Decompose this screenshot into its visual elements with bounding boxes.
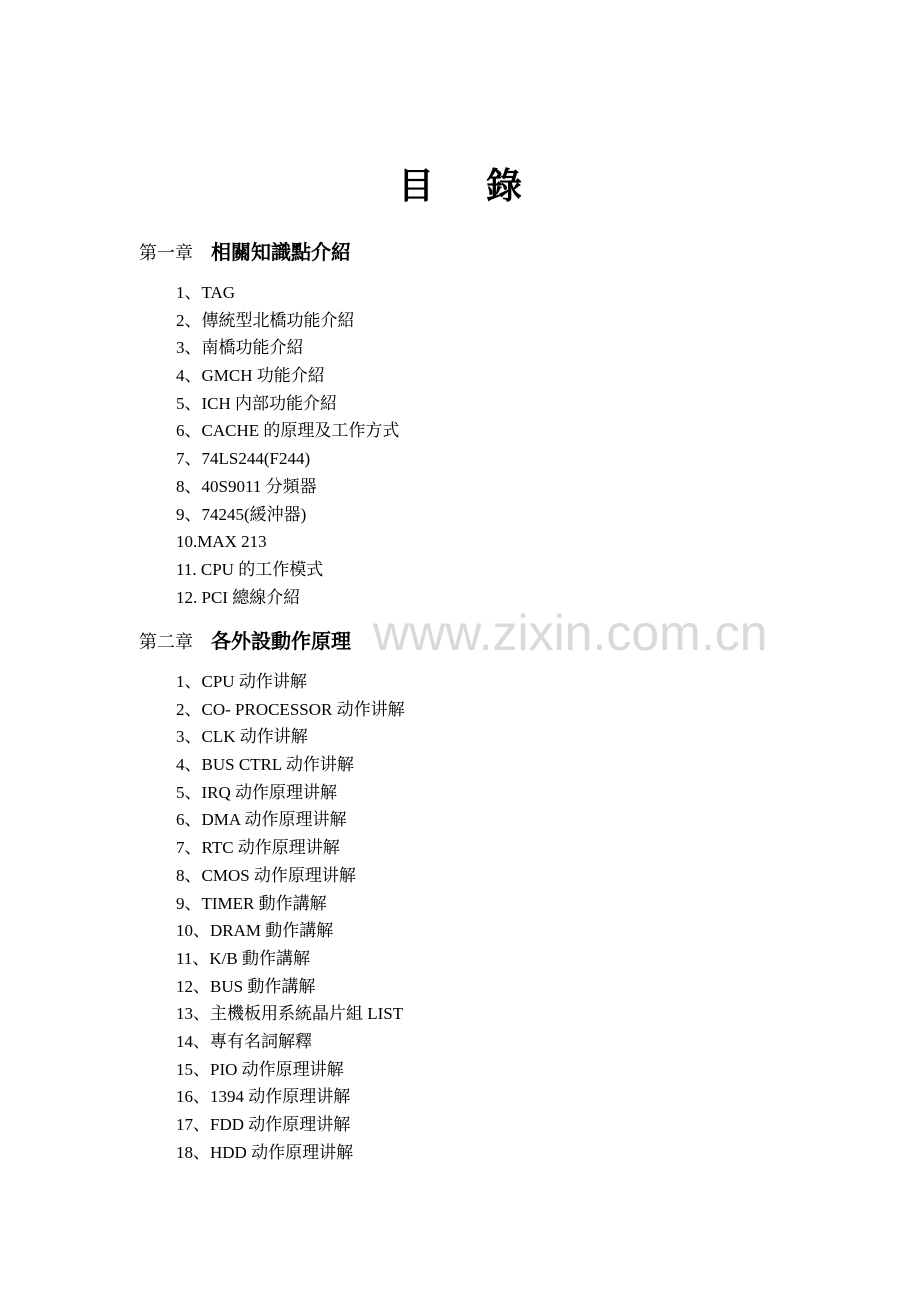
toc-item[interactable]: 6、CACHE 的原理及工作方式: [176, 421, 400, 441]
toc-item[interactable]: 7、74LS244(F244): [176, 449, 311, 469]
toc-item[interactable]: 10、DRAM 動作講解: [176, 921, 334, 941]
chapter-number: 第一章: [139, 243, 193, 263]
title-char-1: 目: [397, 166, 434, 207]
toc-item[interactable]: 11、K/B 動作講解: [176, 948, 310, 968]
toc-item[interactable]: 3、CLK 动作讲解: [176, 727, 308, 747]
toc-item[interactable]: 8、40S9011 分頻器: [176, 476, 317, 496]
toc-item[interactable]: 4、BUS CTRL 动作讲解: [176, 755, 354, 775]
toc-item[interactable]: 14、專有名詞解釋: [176, 1031, 312, 1051]
chapter-1-heading: [139, 236, 351, 265]
chapter-2-list: [176, 668, 405, 1166]
toc-item[interactable]: 2、CO- PROCESSOR 动作讲解: [176, 699, 405, 719]
chapter-name: 各外設動作原理: [211, 629, 351, 653]
chapter-name: 相關知識點介紹: [211, 240, 351, 264]
toc-item[interactable]: 5、IRQ 动作原理讲解: [176, 782, 338, 802]
toc-item[interactable]: 12. PCI 總線介紹: [176, 587, 301, 607]
toc-item[interactable]: 3、南橋功能介紹: [176, 338, 304, 358]
toc-item[interactable]: 7、RTC 动作原理讲解: [176, 838, 340, 858]
page-title: [0, 158, 920, 209]
chapter-1-list: [176, 279, 399, 611]
toc-item[interactable]: 8、CMOS 动作原理讲解: [176, 865, 356, 885]
toc-item[interactable]: 1、CPU 动作讲解: [176, 672, 307, 691]
chapter-2-heading: [139, 625, 351, 654]
toc-item[interactable]: 18、HDD 动作原理讲解: [176, 1142, 354, 1162]
watermark: www.zixin.com.cn: [373, 605, 768, 661]
toc-item[interactable]: 11. CPU 的工作模式: [176, 559, 324, 579]
toc-item[interactable]: 2、傳統型北橋功能介紹: [176, 310, 355, 330]
toc-item[interactable]: 17、FDD 动作原理讲解: [176, 1115, 351, 1134]
toc-item[interactable]: 9、TIMER 動作講解: [176, 893, 327, 913]
title-char-2: 錄: [486, 166, 523, 207]
toc-item[interactable]: 1、TAG: [176, 283, 236, 302]
toc-item[interactable]: 4、GMCH 功能介紹: [176, 366, 325, 386]
toc-item[interactable]: 5、ICH 内部功能介紹: [176, 393, 338, 413]
toc-item[interactable]: 6、DMA 动作原理讲解: [176, 810, 347, 830]
toc-item[interactable]: 10.MAX 213: [176, 532, 267, 552]
toc-item[interactable]: 9、74245(緩沖器): [176, 504, 307, 524]
toc-item[interactable]: 12、BUS 動作講解: [176, 976, 316, 996]
toc-item[interactable]: 15、PIO 动作原理讲解: [176, 1059, 344, 1079]
toc-item[interactable]: 16、1394 动作原理讲解: [176, 1087, 351, 1107]
chapter-number: 第二章: [139, 632, 193, 652]
toc-item[interactable]: 13、主機板用系統晶片組 LIST: [176, 1004, 404, 1024]
